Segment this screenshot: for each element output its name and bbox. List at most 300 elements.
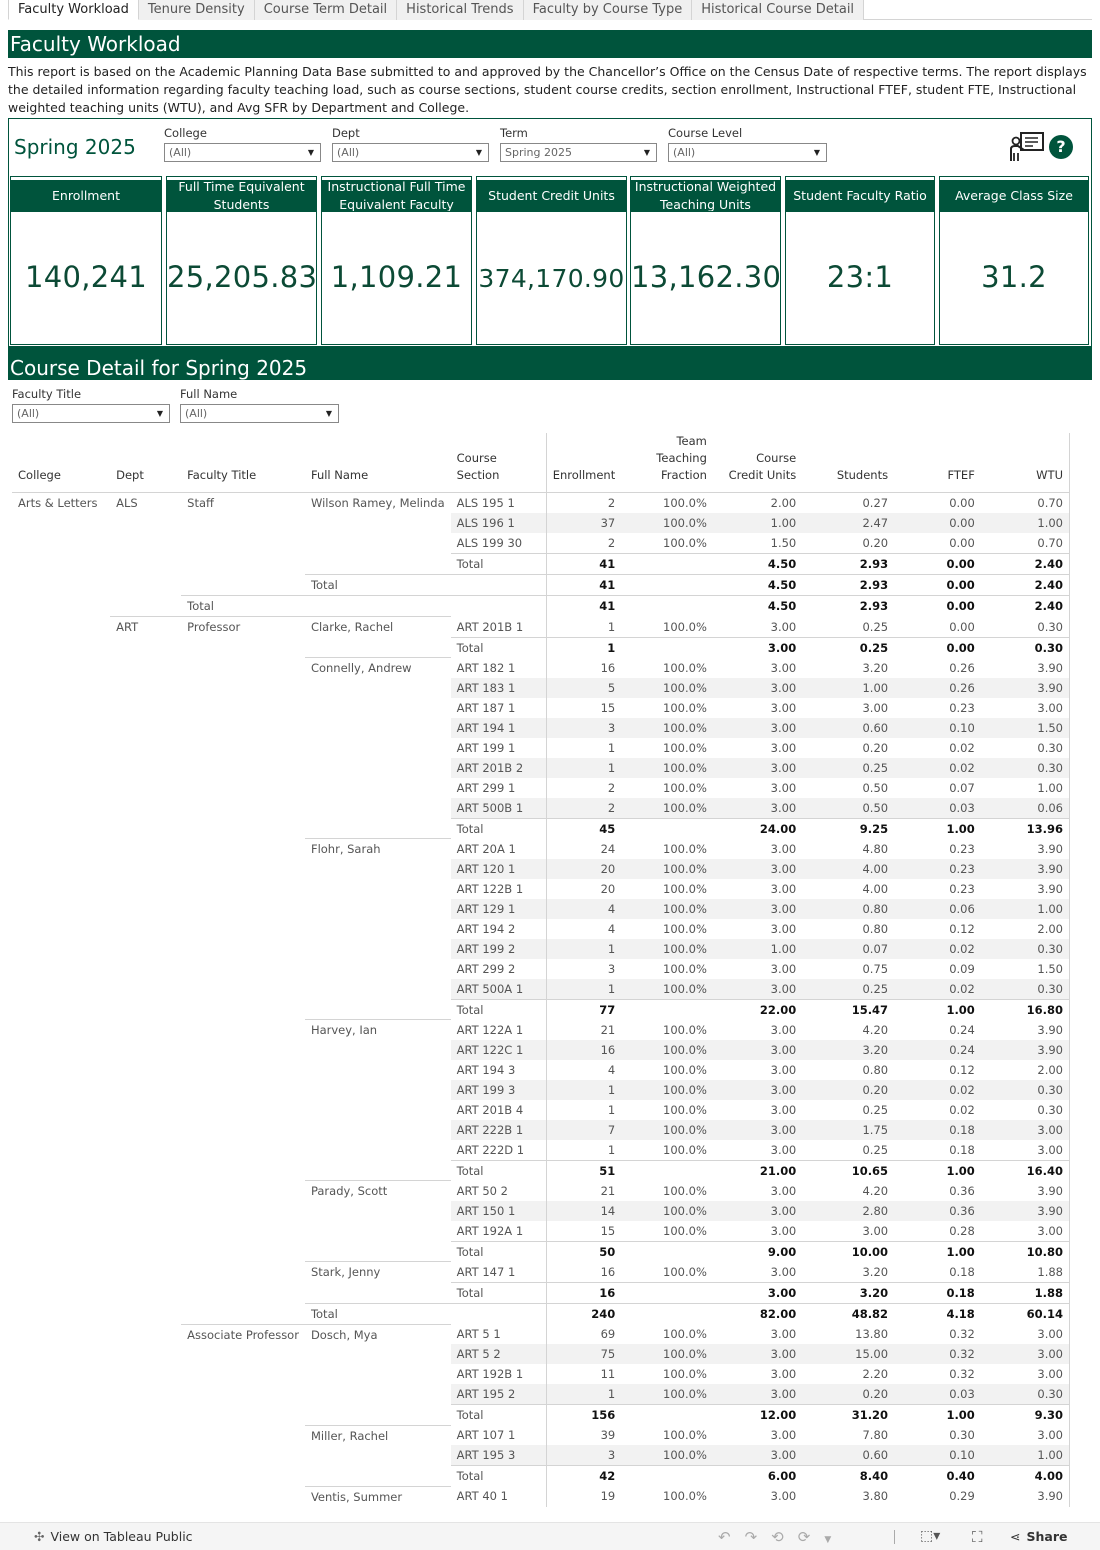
cell-stu[interactable]: 31.20 [802,1405,894,1426]
cell-team[interactable] [621,1405,713,1426]
tab-historical-course-detail[interactable]: Historical Course Detail [692,0,864,20]
cell-ccu[interactable]: 3.00 [713,1344,802,1364]
cell-course-section[interactable]: ART 20A 1 [456,841,516,856]
cell-ftef[interactable]: 0.07 [949,780,975,795]
cell-enr[interactable]: 41 [546,596,621,617]
cell-ccu[interactable]: 3.00 [770,961,797,976]
cell-wtu[interactable]: 2.40 [981,575,1070,596]
course-level-dropdown[interactable] [668,143,827,162]
column-header-students[interactable]: Students [802,433,894,493]
cell-team[interactable]: 100.0% [621,1384,713,1405]
cell-wtu[interactable]: 3.90 [981,839,1070,859]
cell-wtu[interactable]: 3.90 [981,859,1070,879]
cell-wtu[interactable]: 0.30 [981,1384,1070,1405]
cell-ccu[interactable]: 3.00 [770,1264,797,1279]
cell-ccu[interactable]: 3.00 [770,921,797,936]
cell-ftef[interactable]: 1.00 [894,1405,981,1426]
cell-wtu[interactable]: 3.90 [981,658,1070,678]
cell-ccu[interactable]: 3.00 [713,979,802,1000]
cell-ccu[interactable]: 3.00 [770,1428,797,1442]
cell-ccu[interactable]: 3.00 [713,678,802,698]
cell-ccu[interactable]: 3.00 [770,619,797,634]
cell-ccu[interactable]: 3.00 [713,798,802,819]
cell-course-section[interactable]: ART 222D 1 [456,1142,525,1157]
cell-team[interactable]: 100.0% [663,660,707,675]
cell-course-section[interactable]: ALS 195 1 [456,496,515,510]
cell-enr[interactable]: 20 [546,859,621,879]
cell-ftef[interactable]: 0.23 [894,859,981,879]
cell-ftef[interactable]: 0.02 [894,939,981,959]
cell-stu[interactable]: 3.00 [862,1223,889,1238]
cell-ccu[interactable]: 4.50 [713,554,802,575]
cell-course-section[interactable]: Total [451,999,547,1020]
cell-ccu[interactable]: 3.00 [713,1080,802,1100]
cell-stu[interactable]: 0.25 [862,1142,889,1157]
cell-enr[interactable]: 41 [546,575,621,596]
cell-wtu[interactable]: 4.00 [981,1466,1070,1487]
cell-team[interactable]: 100.0% [663,1062,707,1077]
cell-ftef[interactable]: 0.12 [949,921,975,936]
cell-ccu[interactable]: 3.00 [770,1223,797,1238]
cell-course-section[interactable] [451,1303,547,1324]
cell-stu[interactable]: 2.47 [802,513,894,533]
cell-wtu[interactable]: 3.90 [981,1020,1070,1040]
column-header-course-section[interactable]: Course Section [451,433,547,493]
cell-enr[interactable]: 4 [546,899,621,919]
cell-wtu[interactable]: 1.88 [981,1262,1070,1283]
cell-ftef[interactable]: 0.02 [949,740,975,755]
cell-ccu[interactable]: 3.00 [770,841,797,856]
cell-wtu[interactable]: 9.30 [981,1405,1070,1426]
cell-wtu[interactable]: 60.14 [981,1303,1070,1324]
cell-wtu[interactable]: 2.00 [981,1060,1070,1080]
cell-team[interactable] [621,818,713,839]
cell-ccu[interactable]: 3.00 [713,718,802,738]
cell-enr[interactable]: 1 [546,979,621,1000]
cell-ftef[interactable]: 0.00 [894,513,981,533]
cell-ftef[interactable]: 0.10 [894,1445,981,1466]
cell-wtu[interactable]: 3.00 [981,1344,1070,1364]
cell-name[interactable]: Wilson Ramey, Melinda [310,496,445,510]
cell-stu[interactable]: 0.07 [802,939,894,959]
cell-stu[interactable]: 0.20 [862,536,889,550]
cell-course-section[interactable]: ART 187 1 [456,700,516,715]
cell-enr[interactable]: 1 [546,637,621,658]
cell-wtu[interactable]: 3.90 [981,678,1070,698]
cell-wtu[interactable]: 2.40 [981,554,1070,575]
cell-team[interactable] [621,637,713,658]
cell-enr[interactable]: 16 [546,1282,621,1303]
cell-course-section[interactable]: ART 194 1 [451,718,547,738]
cell-course-section[interactable]: Total [451,818,547,839]
cell-stu[interactable]: 8.40 [802,1466,894,1487]
cell-ftef[interactable]: 0.00 [894,637,981,658]
cell-wtu[interactable]: 3.00 [981,1221,1070,1242]
cell-course-section[interactable]: ART 183 1 [451,678,547,698]
cell-name[interactable] [305,596,451,617]
cell-wtu[interactable]: 0.30 [981,758,1070,778]
cell-enr[interactable]: 69 [546,1324,621,1344]
cell-enr[interactable]: 42 [546,1466,621,1487]
cell-wtu[interactable]: 3.90 [981,1486,1070,1507]
cell-ftef[interactable]: 0.00 [949,619,975,634]
full-name-dropdown[interactable] [180,404,339,423]
cell-stu[interactable]: 3.20 [802,1282,894,1303]
cell-enr[interactable]: 75 [546,1344,621,1364]
cell-team[interactable] [621,596,713,617]
cell-enr[interactable]: 39 [546,1425,621,1445]
cell-course-section[interactable]: ART 500A 1 [451,979,547,1000]
cell-course-section[interactable]: Total [451,637,547,658]
cell-enr[interactable]: 1 [546,617,621,638]
cell-wtu[interactable]: 3.90 [981,1181,1070,1201]
cell-dept[interactable]: ART [110,617,181,1507]
cell-wtu[interactable]: 1.00 [981,899,1070,919]
cell-ftef[interactable]: 1.00 [894,1241,981,1262]
cell-course-section[interactable]: Total [451,1282,547,1303]
share-button[interactable] [1010,1529,1067,1544]
cell-stu[interactable]: 15.47 [802,999,894,1020]
cell-team[interactable]: 100.0% [663,881,707,896]
cell-enr[interactable]: 4 [546,1060,621,1080]
cell-course-section[interactable]: ART 195 3 [451,1445,547,1466]
cell-wtu[interactable]: 3.90 [981,1201,1070,1221]
cell-enr[interactable]: 16 [546,1040,621,1060]
cell-wtu[interactable]: 0.30 [981,1080,1070,1100]
cell-enr[interactable]: 77 [546,999,621,1020]
cell-team[interactable] [621,1160,713,1181]
cell-course-section[interactable]: ART 199 3 [451,1080,547,1100]
cell-ccu[interactable]: 6.00 [713,1466,802,1487]
cell-stu[interactable]: 0.80 [802,899,894,919]
cell-stu[interactable]: 0.27 [862,496,889,510]
cell-team[interactable]: 100.0% [621,1445,713,1466]
cell-enr[interactable]: 1 [546,738,621,758]
cell-ftef[interactable]: 0.18 [949,1264,975,1279]
cell-course-section[interactable]: ART 5 1 [456,1327,501,1341]
cell-wtu[interactable]: 1.00 [981,778,1070,798]
cell-wtu[interactable]: 0.30 [981,1100,1070,1120]
cell-ccu[interactable]: 3.00 [770,1367,797,1381]
tab-historical-trends[interactable]: Historical Trends [397,0,523,20]
cell-stu[interactable]: 0.25 [802,637,894,658]
cell-wtu[interactable]: 13.96 [981,818,1070,839]
cell-enr[interactable]: 15 [546,1221,621,1242]
cell-course-section[interactable]: ART 107 1 [456,1428,516,1442]
cell-wtu[interactable]: 3.00 [981,1324,1070,1344]
cell-course-section[interactable]: Total [451,1160,547,1181]
cell-ftef[interactable]: 0.00 [894,596,981,617]
cell-stu[interactable]: 9.25 [802,818,894,839]
cell-stu[interactable]: 0.25 [802,758,894,778]
tab-faculty-workload[interactable]: Faculty Workload [8,0,139,20]
cell-team[interactable]: 100.0% [663,1142,707,1157]
cell-ftef[interactable]: 0.36 [894,1201,981,1221]
cell-ftef[interactable]: 0.23 [949,841,975,856]
cell-wtu[interactable]: 3.00 [981,1140,1070,1161]
cell-course-section[interactable]: ART 122A 1 [456,1022,524,1037]
cell-ftef[interactable]: 0.32 [949,1367,975,1381]
cell-name[interactable]: Clarke, Rachel [305,617,451,658]
cell-course-section[interactable]: ART 201B 1 [456,619,524,634]
pause-icon[interactable]: ▼ [824,1535,846,1545]
dept-dropdown[interactable] [332,143,489,162]
cell-ccu[interactable]: 3.00 [770,1489,797,1504]
column-header-wtu[interactable]: WTU [981,433,1070,493]
cell-team[interactable]: 100.0% [621,758,713,778]
view-on-tableau-link[interactable] [34,1529,193,1544]
cell-course-section[interactable] [451,596,547,617]
cell-stu[interactable]: 2.93 [802,596,894,617]
cell-stu[interactable]: 4.20 [862,1022,889,1037]
cell-ftef[interactable]: 0.09 [949,961,975,976]
cell-course-section[interactable]: ALS 199 30 [456,536,523,550]
cell-ftef[interactable]: 1.00 [894,999,981,1020]
cell-wtu[interactable]: 0.30 [981,939,1070,959]
cell-ccu[interactable]: 24.00 [713,818,802,839]
cell-course-section[interactable]: ART 182 1 [456,660,516,675]
cell-stu[interactable]: 7.80 [862,1428,889,1442]
cell-enr[interactable]: 37 [546,513,621,533]
cell-wtu[interactable]: 0.30 [981,637,1070,658]
cell-enr[interactable]: 51 [546,1160,621,1181]
cell-wtu[interactable]: 16.40 [981,1160,1070,1181]
cell-wtu[interactable]: 0.30 [981,738,1070,758]
cell-wtu[interactable]: 1.00 [981,1445,1070,1466]
cell-stu[interactable]: 4.20 [862,1183,889,1198]
cell-team[interactable]: 100.0% [621,979,713,1000]
cell-ftef[interactable]: 0.03 [894,1384,981,1405]
cell-ccu[interactable]: 3.00 [770,1102,797,1117]
cell-stu[interactable]: 0.20 [802,1080,894,1100]
cell-course-section[interactable]: ART 500B 1 [451,798,547,819]
cell-stu[interactable]: 0.80 [862,921,889,936]
cell-dept[interactable]: ALS [116,496,138,510]
cell-enr[interactable]: 19 [546,1486,621,1507]
cell-wtu[interactable]: 1.00 [981,513,1070,533]
cell-stu[interactable]: 3.20 [862,1264,889,1279]
cell-enr[interactable]: 2 [546,798,621,819]
cell-stu[interactable]: 3.20 [862,660,889,675]
column-header-dept[interactable]: Dept [110,433,181,493]
cell-stu[interactable]: 2.93 [802,554,894,575]
cell-course-section[interactable]: ART 201B 4 [456,1102,524,1117]
cell-team[interactable]: 100.0% [621,1040,713,1060]
cell-wtu[interactable]: 0.06 [981,798,1070,819]
cell-course-section[interactable]: ART 194 2 [456,921,516,936]
cell-name[interactable]: Parady, Scott [305,1181,451,1262]
cell-ccu[interactable]: 3.00 [770,1327,797,1341]
cell-name[interactable]: Total [305,1303,451,1324]
cell-enr[interactable]: 20 [546,879,621,899]
cell-course-section[interactable]: ALS 196 1 [451,513,547,533]
cell-course-section[interactable]: Total [451,554,547,575]
cell-stu[interactable]: 0.50 [802,798,894,819]
tab-course-term-detail[interactable]: Course Term Detail [255,0,397,20]
cell-ccu[interactable]: 3.00 [713,1282,802,1303]
cell-name[interactable]: Harvey, Ian [305,1020,451,1181]
cell-team[interactable] [621,1282,713,1303]
cell-team[interactable] [621,575,713,596]
cell-ccu[interactable]: 22.00 [713,999,802,1020]
cell-enr[interactable]: 16 [546,1262,621,1283]
cell-wtu[interactable]: 0.70 [981,493,1070,514]
cell-stu[interactable]: 0.25 [802,979,894,1000]
cell-ccu[interactable]: 3.00 [770,660,797,675]
cell-wtu[interactable]: 1.50 [981,959,1070,979]
tab-tenure-density[interactable]: Tenure Density [139,0,255,20]
tab-faculty-by-course-type[interactable]: Faculty by Course Type [524,0,693,20]
cell-wtu[interactable]: 3.00 [981,698,1070,718]
cell-stu[interactable]: 0.75 [862,961,889,976]
cell-stu[interactable]: 2.80 [802,1201,894,1221]
cell-team[interactable]: 100.0% [663,1223,707,1238]
cell-ftef[interactable]: 0.18 [894,1120,981,1140]
cell-team[interactable] [621,999,713,1020]
cell-ccu[interactable]: 3.00 [713,899,802,919]
cell-ftef[interactable]: 0.18 [949,1142,975,1157]
cell-ccu[interactable]: 1.00 [713,513,802,533]
cell-enr[interactable]: 5 [546,678,621,698]
cell-team[interactable] [621,1466,713,1487]
cell-ccu[interactable]: 2.00 [770,496,797,510]
column-header-faculty-title[interactable]: Faculty Title [181,433,305,493]
column-header-college[interactable]: College [12,433,110,493]
cell-team[interactable]: 100.0% [621,859,713,879]
cell-enr[interactable]: 16 [546,658,621,678]
cell-course-section[interactable]: ART 199 1 [456,740,516,755]
column-header-course-credit-units[interactable]: Course Credit Units [713,433,802,493]
cell-team[interactable]: 100.0% [663,780,707,795]
cell-team[interactable]: 100.0% [663,961,707,976]
cell-course-section[interactable]: ART 50 2 [456,1183,508,1198]
cell-enr[interactable]: 45 [546,818,621,839]
revert-icon[interactable]: ⟲ [771,1528,798,1546]
cell-wtu[interactable]: 1.50 [981,718,1070,738]
cell-enr[interactable]: 15 [546,698,621,718]
cell-ftef[interactable]: 0.02 [894,979,981,1000]
cell-stu[interactable]: 0.20 [802,1384,894,1405]
cell-ccu[interactable]: 3.00 [770,700,797,715]
cell-enr[interactable]: 7 [546,1120,621,1140]
cell-enr[interactable]: 2 [546,493,621,514]
cell-name[interactable]: Flohr, Sarah [305,839,451,1020]
cell-ftef[interactable]: 1.00 [894,818,981,839]
cell-course-section[interactable]: ART 5 2 [451,1344,547,1364]
refresh-icon[interactable]: ⟳ [797,1528,825,1546]
cell-course-section[interactable] [451,575,547,596]
cell-stu[interactable]: 3.80 [862,1489,889,1504]
cell-enr[interactable]: 21 [546,1020,621,1040]
cell-ftef[interactable]: 0.30 [949,1428,975,1442]
cell-wtu[interactable]: 16.80 [981,999,1070,1020]
cell-ccu[interactable]: 4.50 [713,575,802,596]
cell-ftef[interactable]: 0.02 [894,758,981,778]
cell-ccu[interactable]: 4.50 [713,596,802,617]
cell-team[interactable]: 100.0% [663,841,707,856]
cell-ccu[interactable]: 1.00 [713,939,802,959]
cell-stu[interactable]: 1.00 [802,678,894,698]
cell-stu[interactable]: 48.82 [802,1303,894,1324]
cell-course-section[interactable]: Total [451,1466,547,1487]
cell-name[interactable]: Connelly, Andrew [305,658,451,839]
cell-ccu[interactable]: 3.00 [713,1445,802,1466]
cell-wtu[interactable]: 2.00 [981,919,1070,939]
cell-team[interactable]: 100.0% [663,1022,707,1037]
cell-name[interactable]: Dosch, Mya [305,1324,451,1425]
cell-team[interactable]: 100.0% [621,1344,713,1364]
cell-course-section[interactable]: ART 194 3 [456,1062,516,1077]
cell-enr[interactable]: 24 [546,839,621,859]
cell-ftef[interactable]: 0.03 [894,798,981,819]
undo-icon[interactable]: ↶ [718,1528,745,1546]
cell-ftef[interactable]: 0.32 [949,1327,975,1341]
cell-ccu[interactable]: 3.00 [770,1022,797,1037]
cell-ftef[interactable]: 0.10 [894,718,981,738]
cell-team[interactable]: 100.0% [663,536,707,550]
cell-team[interactable]: 100.0% [663,496,707,510]
cell-team[interactable]: 100.0% [663,700,707,715]
cell-enr[interactable]: 1 [546,1140,621,1161]
cell-course-section[interactable]: Total [451,1241,547,1262]
cell-wtu[interactable]: 0.30 [981,617,1070,638]
cell-course-section[interactable]: ART 201B 2 [451,758,547,778]
cell-ftef[interactable]: 0.32 [894,1344,981,1364]
cell-enr[interactable]: 2 [546,778,621,798]
cell-team[interactable]: 100.0% [621,1120,713,1140]
cell-stu[interactable]: 0.25 [862,1102,889,1117]
cell-enr[interactable]: 4 [546,919,621,939]
cell-ftef[interactable]: 0.00 [949,496,975,510]
cell-stu[interactable]: 1.75 [802,1120,894,1140]
cell-ccu[interactable]: 3.00 [770,780,797,795]
cell-ccu[interactable]: 3.00 [713,758,802,778]
cell-ccu[interactable]: 12.00 [713,1405,802,1426]
cell-ccu[interactable]: 82.00 [713,1303,802,1324]
cell-ftef[interactable]: 0.00 [894,575,981,596]
cell-course-section[interactable]: ART 195 2 [451,1384,547,1405]
cell-wtu[interactable]: 3.00 [981,1425,1070,1445]
faculty-title-dropdown[interactable] [12,404,170,423]
cell-enr[interactable]: 14 [546,1201,621,1221]
cell-team[interactable]: 100.0% [621,899,713,919]
cell-stu[interactable]: 0.20 [862,740,889,755]
cell-title[interactable]: Professor [181,617,305,1325]
download-icon[interactable]: ⬚▾ [920,1528,941,1544]
cell-ftef[interactable]: 0.23 [949,881,975,896]
cell-enr[interactable]: 3 [546,1445,621,1466]
cell-stu[interactable]: 0.60 [802,718,894,738]
cell-ccu[interactable]: 3.00 [770,1062,797,1077]
cell-name[interactable]: Stark, Jenny [305,1262,451,1304]
cell-stu[interactable]: 10.65 [802,1160,894,1181]
term-dropdown[interactable] [500,143,657,162]
cell-team[interactable]: 100.0% [621,513,713,533]
cell-ccu[interactable]: 3.00 [713,1040,802,1060]
presenter-icon[interactable] [1009,131,1045,163]
cell-team[interactable] [621,1303,713,1324]
cell-wtu[interactable]: 3.90 [981,879,1070,899]
cell-ccu[interactable]: 3.00 [770,1142,797,1157]
cell-team[interactable]: 100.0% [663,1367,707,1381]
cell-wtu[interactable]: 1.88 [981,1282,1070,1303]
cell-stu[interactable]: 0.80 [862,1062,889,1077]
cell-team[interactable]: 100.0% [621,939,713,959]
cell-wtu[interactable]: 3.00 [981,1120,1070,1140]
cell-enr[interactable]: 41 [546,554,621,575]
cell-ftef[interactable]: 0.02 [949,1102,975,1117]
cell-wtu[interactable]: 10.80 [981,1241,1070,1262]
